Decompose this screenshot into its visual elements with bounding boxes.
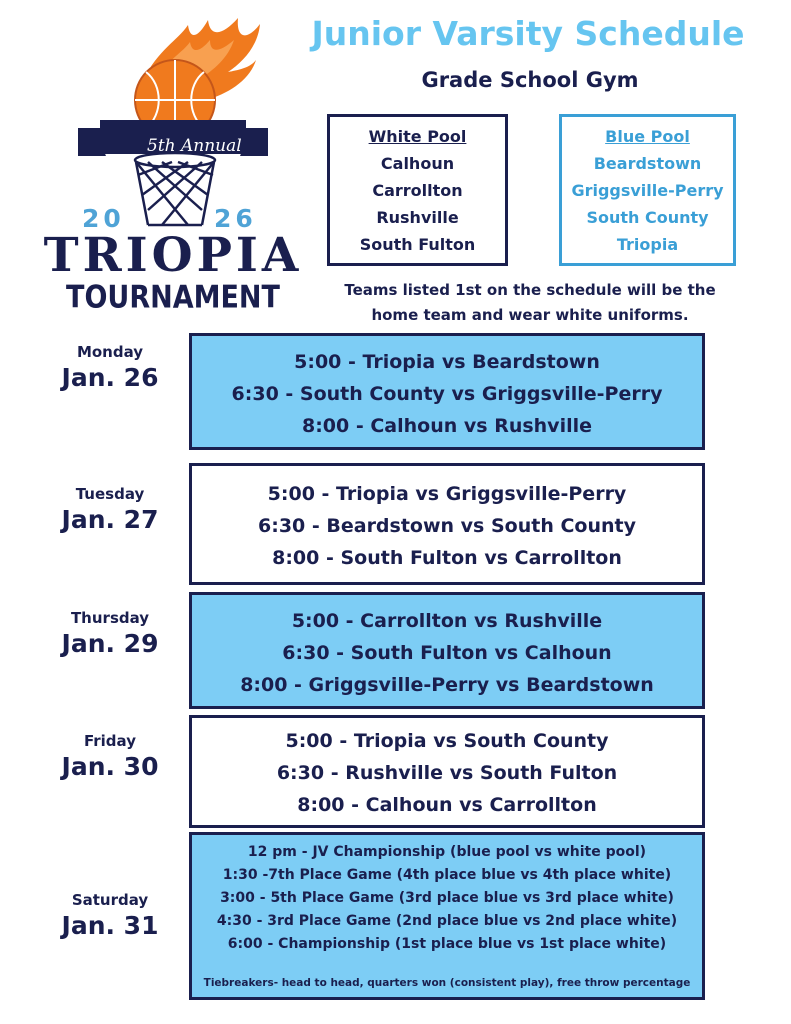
date: Jan. 30 <box>61 752 159 781</box>
white-pool-box <box>327 114 508 266</box>
schedule-box-friday <box>189 715 705 828</box>
final-game-line: 12 pm - JV Championship (blue pool vs white pool) <box>247 844 647 860</box>
weekday: Friday <box>83 732 136 750</box>
game-line: 8:00 - South Fulton vs Carrollton <box>272 547 622 569</box>
game-line: 6:30 - South Fulton vs Calhoun <box>282 642 612 664</box>
game-line: 6:30 - Beardstown vs South County <box>258 515 636 537</box>
white-pool-team: Rushville <box>376 208 459 227</box>
tournament-logo <box>38 10 308 320</box>
final-game-line: 1:30 -7th Place Game (4th place blue vs 4th place white) <box>222 867 672 883</box>
game-line: 5:00 - Triopia vs South County <box>285 730 609 752</box>
final-game-line: 4:30 - 3rd Place Game (2nd place blue vs 2nd place white) <box>216 913 678 929</box>
blue-pool-box <box>559 114 736 266</box>
blue-pool-team: Beardstown <box>593 154 702 173</box>
tiebreakers-note: Tiebreakers- head to head, quarters won (consistent play), free throw percentage <box>203 977 691 989</box>
annual-label: 5th Annual <box>147 136 242 156</box>
game-line: 8:00 - Calhoun vs Rushville <box>301 415 592 437</box>
venue-subtitle: Grade School Gym <box>421 68 639 92</box>
game-line: 5:00 - Triopia vs Beardstown <box>294 351 600 373</box>
schedule-box-monday <box>189 333 705 450</box>
schedule-box-saturday <box>189 832 705 1000</box>
logo-name: TRIOPIA <box>43 228 303 283</box>
year-right: 26 <box>214 204 257 233</box>
weekday: Tuesday <box>75 485 145 503</box>
net-icon <box>135 153 215 225</box>
game-line: 5:00 - Triopia vs Griggsville-Perry <box>267 483 627 505</box>
game-line: 6:30 - South County vs Griggsville-Perry <box>231 383 663 405</box>
white-pool-title: White Pool <box>368 127 467 146</box>
date: Jan. 26 <box>61 363 159 392</box>
schedule-box-tuesday <box>189 463 705 585</box>
note-line: Teams listed 1st on the schedule will be the <box>344 281 716 299</box>
note-line: home team and wear white uniforms. <box>371 306 689 324</box>
game-line: 6:30 - Rushville vs South Fulton <box>276 762 618 784</box>
blue-pool-team: Griggsville-Perry <box>571 181 724 200</box>
game-line: 8:00 - Calhoun vs Carrollton <box>297 794 597 816</box>
date: Jan. 29 <box>61 629 159 658</box>
weekday: Monday <box>76 343 144 361</box>
final-game-line: 6:00 - Championship (1st place blue vs 1st place white) <box>227 936 667 952</box>
day-label-monday <box>40 342 180 394</box>
weekday: Saturday <box>71 891 149 909</box>
white-pool-team: Calhoun <box>380 154 455 173</box>
date: Jan. 31 <box>61 911 159 940</box>
blue-pool-team: South County <box>586 208 709 227</box>
logo-subtitle: TOURNAMENT <box>66 279 280 316</box>
white-pool-team: South Fulton <box>359 235 476 254</box>
day-label-thursday <box>40 608 180 660</box>
white-pool-team: Carrollton <box>372 181 463 200</box>
page-title: Junior Varsity Schedule <box>311 14 745 53</box>
schedule-box-thursday <box>189 592 705 709</box>
day-label-friday <box>40 731 180 783</box>
blue-pool-title: Blue Pool <box>605 127 690 146</box>
year-left: 20 <box>82 204 125 233</box>
game-line: 5:00 - Carrollton vs Rushville <box>291 610 603 632</box>
weekday: Thursday <box>70 609 150 627</box>
day-label-tuesday <box>40 484 180 536</box>
game-line: 8:00 - Griggsville-Perry vs Beardstown <box>240 674 654 696</box>
date: Jan. 27 <box>61 505 159 534</box>
final-game-line: 3:00 - 5th Place Game (3rd place blue vs 3rd place white) <box>220 890 674 906</box>
blue-pool-team: Triopia <box>616 235 679 254</box>
day-label-saturday <box>40 890 180 942</box>
home-team-note <box>330 278 730 328</box>
